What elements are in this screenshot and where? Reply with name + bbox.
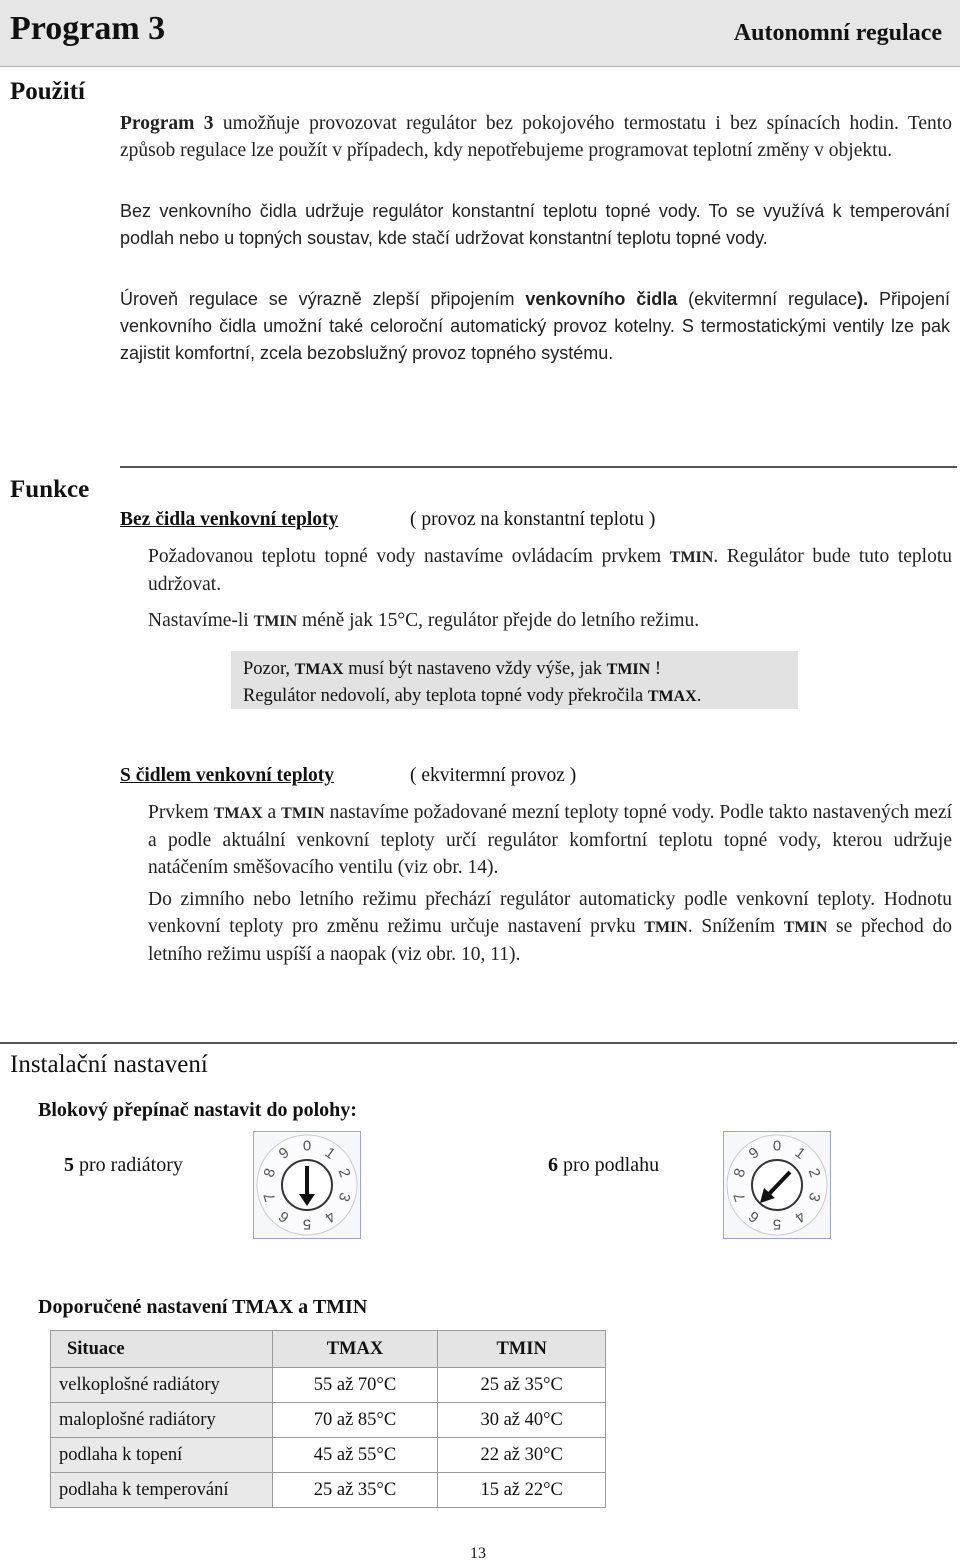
p3-text-c: (ekvitermní regulace [677,289,858,309]
sec1-paragraph-2 [148,607,952,635]
warn1-c: ! [650,659,661,679]
rotary-switch-dial-6 [723,1131,831,1239]
table-header-row [51,1331,606,1368]
warn1-a: Pozor, [243,659,295,679]
sec2-heading-note: ( ekvitermní provoz ) [410,765,577,786]
dial-digit: 1 [321,1144,339,1163]
sec2-p1-b: nastavíme požadované mezní teploty topné vody. Podle takto nastavených mezí a podle aktuální venkovní teploty určí regulátor komfortní teplotu topné vody, kterou udržuje natáčením směšovacího ventilu (viz obr. 14). [148,802,953,878]
warning-line-2 [243,683,786,710]
table-cell-tmax: 70 až 85°C [272,1403,438,1438]
table-cell-situace: podlaha k temperování [51,1473,273,1508]
option-floor-number: 6 [548,1154,558,1176]
p3-bold-sensor: venkovního čidla [525,289,678,309]
dial-digit: 8 [260,1166,280,1180]
p3-text-e: Připojení venkovního čidla umožní také celoroční automatický provoz kotelny. S termostatickými ventily lze pak zajistit komfortní, zcela bezobslužný provoz topného systému. [120,289,950,363]
page-subtitle: Autonomní regulace [733,20,942,46]
p3-text-d: ). [857,289,869,309]
dial-digit: 6 [275,1207,293,1226]
dial-digit: 3 [334,1190,354,1204]
warn2-a: Regulátor nedovolí, aby teplota topné vody překročila [243,686,648,706]
sec2-heading-text: S čidlem venkovní teploty [120,765,334,786]
column-header-tmin: TMIN [438,1331,606,1368]
sec2-paragraph-1 [148,799,952,881]
option-floor-text: pro podlahu [558,1154,660,1176]
table-cell-situace: podlaha k topení [51,1438,273,1473]
tmax-label: TMAX [647,688,697,705]
sec1-p1-a: Požadovanou teplotu topné vody nastavíme ovládacím prvkem [148,546,670,567]
sec2-p2-a: Do zimního nebo letního režimu přechází regulátor automaticky podle venkovní teploty. Hodnotu venkovní teploty pro změnu režimu určuje nastavení prvku [148,889,952,937]
dial-digit: 4 [321,1207,339,1226]
tmax-label: TMAX [294,661,344,678]
dial-digit: 1 [791,1144,809,1163]
sec2-p2-c: se přechod do letního režimu uspíší a naopak (viz obr. 10, 11). [148,916,952,965]
table-cell-tmin: 15 až 22°C [438,1473,606,1508]
column-header-situace: Situace [51,1331,273,1368]
tmin-label: TMIN [253,613,298,630]
dial-digit: 9 [745,1144,763,1163]
pouziti-paragraph-2: Bez venkovního čidla udržuje regulátor konstantní teplotu topné vody. To se využívá k temperování podlah nebo u topných soustav, kde stačí udržovat konstantní teplotu topné vody. [120,201,950,248]
rotary-switch-5-graphic [254,1132,360,1238]
switch-heading: Blokový přepínač nastavit do polohy: [38,1099,357,1121]
rotary-switch-6-graphic [724,1132,830,1238]
tmin-label: TMIN [281,805,325,822]
table-cell-situace: maloplošné radiátory [51,1403,273,1438]
sec1-p1-b: . Regulátor bude tuto teplotu udržovat. [148,546,952,595]
sec1-paragraph-1 [148,543,952,598]
funkce-sec1-heading [120,509,720,537]
table-cell-tmax: 45 až 55°C [272,1438,438,1473]
dial-digit: 0 [302,1137,312,1155]
dial-digit: 5 [772,1215,782,1233]
page-title: Program 3 [10,10,166,47]
sec1-p2-b: méně jak 15°C, regulátor přejde do letního režimu. [297,610,700,631]
sec1-heading-text: Bez čidla venkovní teploty [120,509,339,530]
dial-digit: 8 [730,1166,750,1180]
sec1-heading-note: ( provoz na konstantní teplotu ) [410,509,656,530]
dial-digit: 9 [275,1144,293,1163]
page-number: 13 [470,1545,486,1562]
dial-digit: 4 [791,1207,809,1226]
p3-text-a: Úroveň regulace se výrazně zlepší připojením [120,289,526,309]
pouziti-paragraph-1 [120,110,952,164]
option-floor [548,1154,659,1177]
table-row [51,1438,606,1473]
warning-line-1 [243,656,786,683]
table-cell-tmin: 25 až 35°C [438,1368,606,1403]
divider-instalacni [0,1042,957,1044]
sec2-paragraph-2 [148,886,952,968]
tmin-label: TMIN [606,661,651,678]
dial-digit: 7 [260,1190,280,1204]
option-radiators-number: 5 [64,1154,74,1176]
dial-digit: 2 [334,1166,354,1180]
tmin-label: TMIN [644,919,688,936]
pouziti-paragraph-1-text: umožňuje provozovat regulátor bez pokojového termostatu i bez spínacích hodin. Tento způsob regulace lze použít v případech, kdy nepotřebujeme programovat teplotní změny v objektu. [120,113,952,161]
table-cell-tmax: 55 až 70°C [272,1368,438,1403]
dial-digit: 7 [730,1190,750,1204]
dial-digit: 6 [745,1207,763,1226]
sec2-p2-b: . Snížením [687,916,784,937]
tmin-label: TMIN [783,919,828,936]
column-header-tmax: TMAX [272,1331,438,1368]
tmax-label: TMAX [213,805,263,822]
settings-table [50,1330,606,1508]
divider-funkce [120,466,957,468]
program-name: Program 3 [120,113,214,134]
dial-digit: 3 [804,1190,824,1204]
table-row [51,1368,606,1403]
dial-digit: 5 [302,1215,312,1233]
funkce-sec2-heading [120,765,720,793]
option-radiators-text: pro radiátory [74,1154,183,1176]
table-cell-tmin: 22 až 30°C [438,1438,606,1473]
warn1-b: musí být nastaveno vždy výše, jak [343,659,607,679]
section-label-funkce: Funkce [10,476,90,503]
tmin-label: TMIN [669,549,714,566]
sec1-p2-a: Nastavíme-li [148,610,254,631]
dial-digit: 0 [772,1137,782,1155]
warning-box [231,651,798,709]
dial-digit: 2 [804,1166,824,1180]
section-label-instalacni: Instalační nastavení [10,1051,208,1078]
pouziti-paragraph-3 [120,286,950,367]
sec2-p1-a: Prvkem [148,802,214,823]
table-cell-tmin: 30 až 40°C [438,1403,606,1438]
table-cell-tmax: 25 až 35°C [272,1473,438,1508]
rotary-switch-dial-5 [253,1131,361,1239]
recommended-settings-heading: Doporučené nastavení TMAX a TMIN [38,1296,368,1318]
option-radiators [64,1154,183,1177]
table-cell-situace: velkoplošné radiátory [51,1368,273,1403]
section-label-pouziti: Použití [10,78,85,105]
table-row [51,1473,606,1508]
table-row [51,1403,606,1438]
sec2-p1-and: a [262,802,282,823]
warn2-b: . [696,686,702,706]
